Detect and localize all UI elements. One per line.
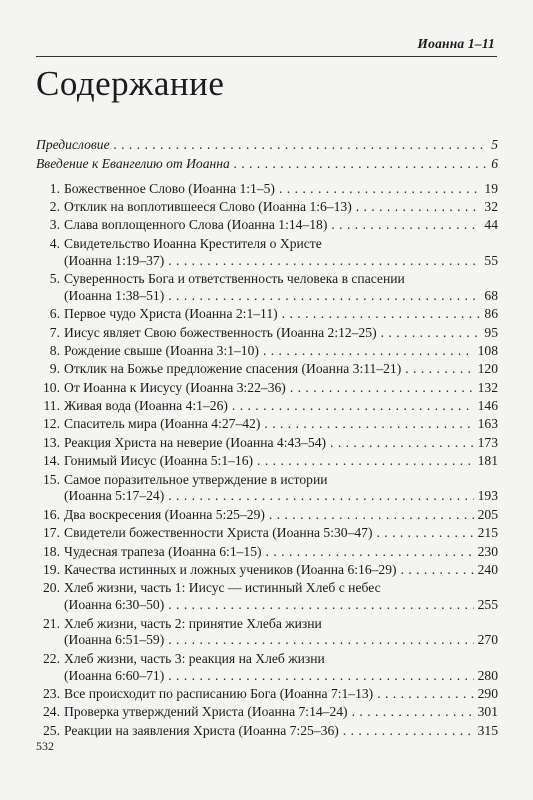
chapter-number: 14. bbox=[43, 453, 60, 469]
toc-entry-chapter[interactable] bbox=[36, 398, 498, 415]
dot-leader bbox=[356, 199, 481, 216]
chapter-number: 15. bbox=[43, 471, 60, 487]
toc-line bbox=[36, 616, 498, 633]
toc-line-continuation bbox=[36, 288, 498, 305]
chapter-page: 108 bbox=[477, 342, 498, 358]
chapter-number: 8. bbox=[49, 342, 60, 358]
chapter-number: 6. bbox=[49, 306, 60, 322]
toc-line bbox=[36, 562, 498, 579]
chapter-number: 3. bbox=[49, 217, 60, 233]
dot-leader bbox=[279, 181, 480, 198]
toc-line-continuation bbox=[36, 253, 498, 270]
toc-entry-chapter[interactable] bbox=[36, 361, 498, 378]
chapter-title-continuation: (Иоанна 6:30–50) bbox=[64, 597, 165, 613]
chapter-page: 205 bbox=[477, 506, 498, 522]
chapter-title: Отклик на Божье предложение спасения (Иоанна 3:11–21) bbox=[64, 361, 402, 377]
chapter-title: Рождение свыше (Иоанна 3:1–10) bbox=[64, 342, 259, 358]
dot-leader bbox=[352, 704, 474, 721]
chapter-title: Хлеб жизни, часть 3: реакция на Хлеб жизни bbox=[64, 650, 325, 666]
chapter-title: Первое чудо Христа (Иоанна 2:1–11) bbox=[64, 306, 278, 322]
toc-line-continuation bbox=[36, 488, 498, 505]
dot-leader bbox=[168, 632, 473, 649]
dot-leader bbox=[168, 597, 473, 614]
dot-leader bbox=[234, 156, 487, 173]
chapter-page: 230 bbox=[477, 543, 498, 559]
chapter-title-continuation: (Иоанна 6:51–59) bbox=[64, 632, 165, 648]
chapter-title: Иисус являет Свою божественность (Иоанна 2:12–25) bbox=[64, 324, 377, 340]
chapter-page: 215 bbox=[477, 525, 498, 541]
dot-leader bbox=[269, 507, 474, 524]
toc-line bbox=[36, 236, 498, 253]
chapter-title: Спаситель мира (Иоанна 4:27–42) bbox=[64, 416, 261, 432]
chapter-number: 22. bbox=[43, 650, 60, 666]
chapter-page: 19 bbox=[484, 180, 498, 196]
dot-leader bbox=[168, 253, 480, 270]
toc-line bbox=[36, 704, 498, 721]
toc-line bbox=[36, 435, 498, 452]
chapter-title: Божественное Слово (Иоанна 1:1–5) bbox=[64, 180, 275, 196]
toc-entry-chapter[interactable] bbox=[36, 435, 498, 452]
toc-entry-chapter[interactable] bbox=[36, 651, 498, 685]
toc-line-continuation bbox=[36, 668, 498, 685]
toc-entry-chapter[interactable] bbox=[36, 472, 498, 506]
chapter-number: 7. bbox=[49, 324, 60, 340]
chapter-title: От Иоанна к Иисусу (Иоанна 3:22–36) bbox=[64, 379, 286, 395]
toc-entry-chapter[interactable] bbox=[36, 380, 498, 397]
toc-entry-front-matter[interactable] bbox=[36, 156, 498, 173]
toc-entry-chapter[interactable] bbox=[36, 580, 498, 614]
toc-line bbox=[36, 343, 498, 360]
toc-line bbox=[36, 525, 498, 542]
toc-entry-chapter[interactable] bbox=[36, 616, 498, 650]
chapter-number: 1. bbox=[49, 180, 60, 196]
chapter-page: 86 bbox=[484, 306, 498, 322]
dot-leader bbox=[377, 686, 473, 703]
toc-line bbox=[36, 361, 498, 378]
chapter-page: 255 bbox=[477, 597, 498, 613]
chapter-number: 23. bbox=[43, 685, 60, 701]
page-number: 532 bbox=[36, 739, 54, 753]
chapter-number: 9. bbox=[49, 361, 60, 377]
chapter-number: 5. bbox=[49, 270, 60, 286]
chapter-page: 290 bbox=[477, 685, 498, 701]
chapter-number: 17. bbox=[43, 525, 60, 541]
chapter-page: 181 bbox=[477, 453, 498, 469]
dot-leader bbox=[264, 416, 473, 433]
chapter-title-continuation: (Иоанна 6:60–71) bbox=[64, 667, 165, 683]
dot-leader bbox=[114, 137, 488, 154]
dot-leader bbox=[168, 668, 473, 685]
chapter-page: 95 bbox=[484, 324, 498, 340]
chapter-title: Суверенность Бога и ответственность человека в спасении bbox=[64, 270, 405, 286]
toc-line bbox=[36, 325, 498, 342]
chapter-number: 18. bbox=[43, 543, 60, 559]
toc-line bbox=[36, 306, 498, 323]
toc-entry-chapter[interactable] bbox=[36, 507, 498, 524]
dot-leader bbox=[168, 288, 480, 305]
chapter-title: Слава воплощенного Слова (Иоанна 1:14–18) bbox=[64, 217, 328, 233]
chapter-number: 21. bbox=[43, 615, 60, 631]
toc-line bbox=[36, 472, 498, 489]
chapter-title: Два воскресения (Иоанна 5:25–29) bbox=[64, 506, 265, 522]
chapter-number: 12. bbox=[43, 416, 60, 432]
toc-entry-chapter[interactable] bbox=[36, 271, 498, 305]
toc-entry-chapter[interactable] bbox=[36, 199, 498, 216]
toc-line bbox=[36, 217, 498, 234]
toc-entry-chapter[interactable] bbox=[36, 704, 498, 721]
chapter-title: Хлеб жизни, часть 1: Иисус — истинный Хлеб с небес bbox=[64, 580, 381, 596]
toc-entry-chapter[interactable] bbox=[36, 525, 498, 542]
toc-entry-page: 6 bbox=[491, 155, 498, 171]
dot-leader bbox=[330, 435, 474, 452]
toc-entry-chapter[interactable] bbox=[36, 306, 498, 323]
chapter-title: Гонимый Иисус (Иоанна 5:1–16) bbox=[64, 453, 254, 469]
chapter-page: 270 bbox=[477, 632, 498, 648]
toc-entry-chapter[interactable] bbox=[36, 181, 498, 198]
chapter-title: Реакции на заявления Христа (Иоанна 7:25–36) bbox=[64, 722, 339, 738]
dot-leader bbox=[331, 217, 480, 234]
chapter-title: Свидетели божественности Христа (Иоанна 5:30–47) bbox=[64, 525, 373, 541]
chapter-page: 55 bbox=[484, 252, 498, 268]
toc-entry-page: 5 bbox=[491, 137, 498, 152]
chapter-number: 13. bbox=[43, 434, 60, 450]
toc-line bbox=[36, 416, 498, 433]
chapter-title: Отклик на воплотившееся Слово (Иоанна 1:6–13) bbox=[64, 198, 352, 214]
toc-line bbox=[36, 199, 498, 216]
toc-line bbox=[36, 453, 498, 470]
chapter-page: 120 bbox=[477, 361, 498, 377]
dot-leader bbox=[401, 562, 474, 579]
chapter-page: 315 bbox=[477, 722, 498, 738]
chapter-title: Реакция Христа на неверие (Иоанна 4:43–54) bbox=[64, 434, 327, 450]
chapter-title: Проверка утверждений Христа (Иоанна 7:14–24) bbox=[64, 704, 348, 720]
chapter-title: Все происходит по расписанию Бога (Иоанна 7:1–13) bbox=[64, 685, 374, 701]
toc-line bbox=[36, 686, 498, 703]
toc-line-continuation bbox=[36, 597, 498, 614]
toc-entry-chapter[interactable] bbox=[36, 343, 498, 360]
chapter-page: 68 bbox=[484, 287, 498, 303]
chapter-page: 280 bbox=[477, 667, 498, 683]
chapter-page: 173 bbox=[477, 434, 498, 450]
chapter-page: 146 bbox=[477, 398, 498, 414]
chapter-number: 16. bbox=[43, 506, 60, 522]
toc-line bbox=[36, 156, 498, 173]
header-rule bbox=[36, 56, 497, 57]
toc-entry-chapter[interactable] bbox=[36, 217, 498, 234]
toc-entry-chapter[interactable] bbox=[36, 236, 498, 270]
dot-leader bbox=[376, 525, 473, 542]
chapter-title-continuation: (Иоанна 1:38–51) bbox=[64, 287, 165, 303]
chapter-number: 24. bbox=[43, 704, 60, 720]
chapter-page: 44 bbox=[484, 217, 498, 233]
chapter-number: 20. bbox=[43, 580, 60, 596]
running-head: Иоанна 1–11 bbox=[417, 36, 495, 51]
chapter-number: 25. bbox=[43, 722, 60, 738]
toc-entry-chapter[interactable] bbox=[36, 453, 498, 470]
toc-entry-chapter[interactable] bbox=[36, 686, 498, 703]
chapter-title: Качества истинных и ложных учеников (Иоанна 6:16–29) bbox=[64, 562, 397, 578]
chapter-page: 240 bbox=[477, 562, 498, 578]
toc-entry-front-matter[interactable] bbox=[36, 137, 498, 154]
dot-leader bbox=[232, 398, 474, 415]
chapter-number: 2. bbox=[49, 198, 60, 214]
chapter-page: 193 bbox=[477, 488, 498, 504]
dot-leader bbox=[282, 306, 481, 323]
chapter-title-continuation: (Иоанна 1:19–37) bbox=[64, 252, 165, 268]
chapter-number: 19. bbox=[43, 562, 60, 578]
chapter-number: 4. bbox=[49, 235, 60, 251]
toc-line bbox=[36, 507, 498, 524]
toc-entry-chapter[interactable] bbox=[36, 416, 498, 433]
toc-entry-label: Предисловие bbox=[36, 137, 110, 152]
toc-line bbox=[36, 651, 498, 668]
table-of-contents bbox=[36, 137, 498, 741]
toc-line bbox=[36, 380, 498, 397]
toc-line bbox=[36, 398, 498, 415]
chapter-title: Хлеб жизни, часть 2: принятие Хлеба жизни bbox=[64, 615, 322, 631]
dot-leader bbox=[290, 380, 474, 397]
chapter-page: 32 bbox=[484, 198, 498, 214]
chapter-page: 301 bbox=[477, 704, 498, 720]
page-title: Содержание bbox=[36, 64, 225, 103]
chapter-title-continuation: (Иоанна 5:17–24) bbox=[64, 488, 165, 504]
toc-entry-chapter[interactable] bbox=[36, 723, 498, 740]
dot-leader bbox=[381, 325, 481, 342]
toc-entry-chapter[interactable] bbox=[36, 544, 498, 561]
chapter-number: 11. bbox=[43, 398, 60, 414]
dot-leader bbox=[263, 343, 474, 360]
chapter-title: Свидетельство Иоанна Крестителя о Христе bbox=[64, 235, 322, 251]
chapter-title: Самое поразительное утверждение в истории bbox=[64, 471, 328, 487]
dot-leader bbox=[343, 723, 474, 740]
chapter-title: Чудесная трапеза (Иоанна 6:1–15) bbox=[64, 543, 262, 559]
dot-leader bbox=[257, 453, 474, 470]
dot-leader bbox=[168, 488, 473, 505]
toc-line bbox=[36, 137, 498, 154]
chapter-number: 10. bbox=[43, 379, 60, 395]
toc-line bbox=[36, 544, 498, 561]
toc-line bbox=[36, 580, 498, 597]
toc-entry-label: Введение к Евангелию от Иоанна bbox=[36, 155, 230, 171]
toc-line bbox=[36, 181, 498, 198]
dot-leader bbox=[405, 361, 473, 378]
toc-line-continuation bbox=[36, 632, 498, 649]
toc-entry-chapter[interactable] bbox=[36, 562, 498, 579]
toc-line bbox=[36, 723, 498, 740]
chapter-page: 132 bbox=[477, 379, 498, 395]
toc-line bbox=[36, 271, 498, 288]
dot-leader bbox=[266, 544, 474, 561]
chapter-page: 163 bbox=[477, 416, 498, 432]
chapter-title: Живая вода (Иоанна 4:1–26) bbox=[64, 398, 228, 414]
toc-entry-chapter[interactable] bbox=[36, 325, 498, 342]
